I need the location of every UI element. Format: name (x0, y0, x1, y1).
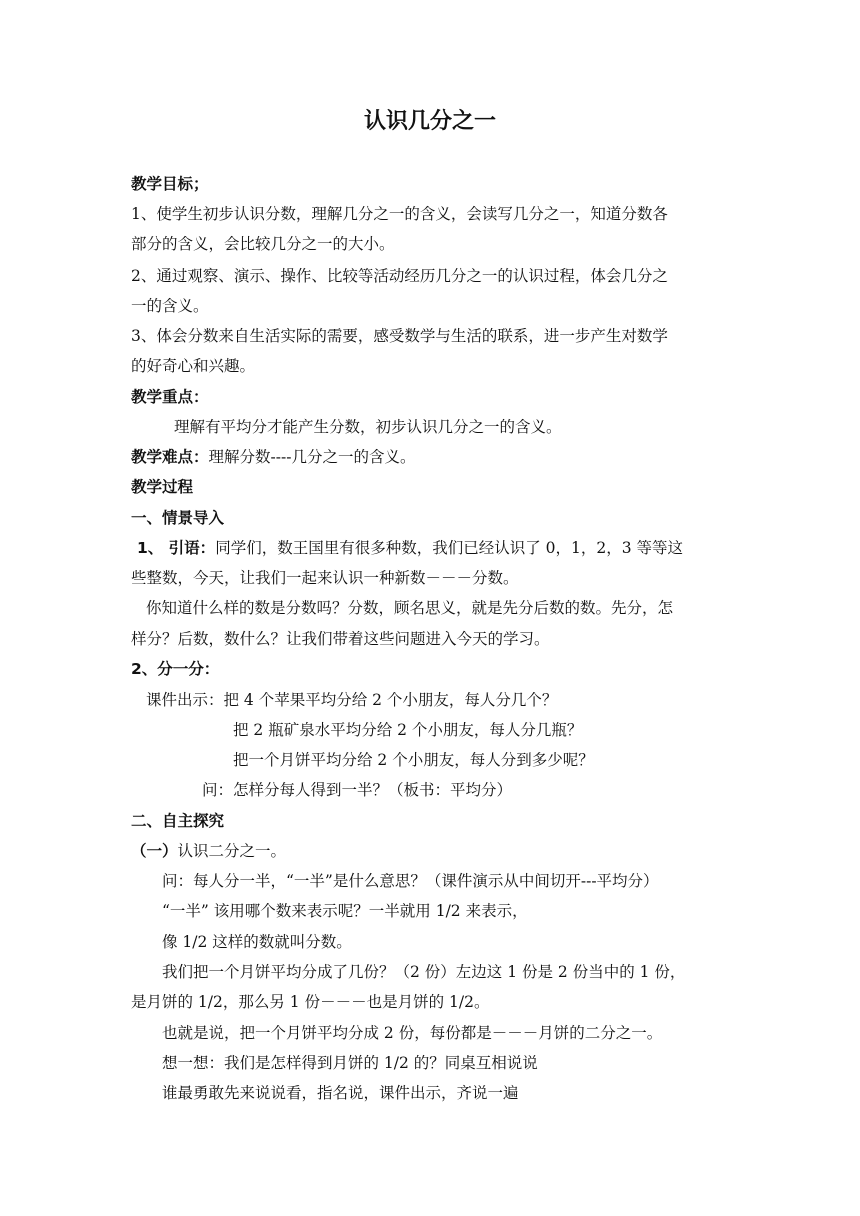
text-line: 理解有平均分才能产生分数，初步认识几分之一的含义。 (174, 418, 562, 436)
text-line: 的好奇心和兴趣。 (131, 357, 256, 375)
subsection-heading: （一）认识二分之一。 (131, 842, 287, 860)
section-heading: 教学重点： (131, 388, 209, 406)
text-line: 问：怎样分每人得到一半？（板书：平均分） (202, 781, 513, 799)
text-line: 像 1/2 这样的数就叫分数。 (162, 933, 352, 951)
section-heading: 一、情景导入 (131, 509, 225, 527)
text-line: 1、 引语：同学们，数王国里有很多种数，我们已经认识了 0，1，2，3 等等这 (137, 539, 683, 557)
document-title: 认识几分之一 (363, 109, 496, 134)
text-line: 我们把一个月饼平均分成了几份？（2 份）左边这 1 份是 2 份当中的 1 份， (162, 963, 686, 981)
text-line: 样分？后数，数什么？让我们带着这些问题进入今天的学习。 (131, 630, 550, 648)
text-line: 课件出示：把 4 个苹果平均分给 2 个小朋友，每人分几个？ (146, 691, 558, 709)
text-line: 想一想：我们是怎样得到月饼的 1/2 的？同桌互相说说 (162, 1054, 538, 1072)
section-heading: 2、分一分： (131, 660, 220, 678)
text-line: 也就是说，把一个月饼平均分成 2 份，每份都是－－－月饼的二分之一。 (162, 1024, 663, 1042)
text-line: 你知道什么样的数是分数吗？分数，顾名思义，就是先分后数的数。先分，怎 (146, 599, 674, 617)
text-line: 是月饼的 1/2，那么另 1 份－－－也是月饼的 1/2。 (131, 993, 490, 1011)
text-line: 1、使学生初步认识分数，理解几分之一的含义，会读写几分之一，知道分数各 (131, 205, 668, 223)
text-line: 2、通过观察、演示、操作、比较等活动经历几分之一的认识过程，体会几分之 (131, 267, 668, 285)
text-line: 问：每人分一半，“一半”是什么意思？（课件演示从中间切开---平均分） (162, 872, 659, 890)
text-line: 把一个月饼平均分给 2 个小朋友，每人分到多少呢？ (233, 751, 594, 769)
text-line: 部分的含义，会比较几分之一的大小。 (131, 235, 395, 253)
text-line: 教学目标； (131, 175, 209, 193)
text-line: 些整数，今天，让我们一起来认识一种新数－－－分数。 (131, 569, 519, 587)
section-heading: 教学过程 (131, 478, 194, 496)
text-line: 谁最勇敢先来说说看，指名说，课件出示，齐说一遍 (162, 1084, 519, 1102)
text-line: 把 2 瓶矿泉水平均分给 2 个小朋友，每人分几瓶？ (233, 721, 583, 739)
section-heading: 二、自主探究 (131, 812, 225, 830)
text-line: 一的含义。 (131, 297, 209, 315)
section-heading: 教学难点：理解分数----几分之一的含义。 (131, 448, 416, 466)
text-line: “一半” 该用哪个数来表示呢？一半就用 1/2 来表示， (162, 902, 528, 920)
text-line: 3、体会分数来自生活实际的需要，感受数学与生活的联系，进一步产生对数学 (131, 327, 668, 345)
